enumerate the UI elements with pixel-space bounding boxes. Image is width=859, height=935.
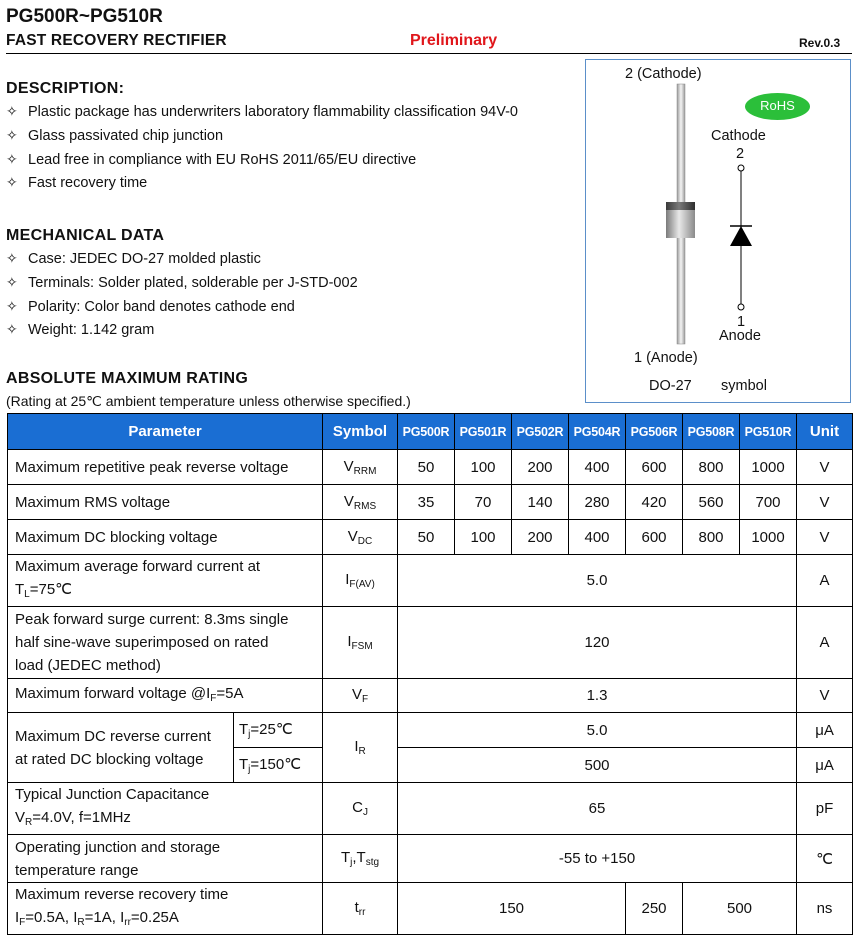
table-row: Maximum average forward current at $T_L=75℃$ $I_{F(AV)}$ 5.0 A bbox=[8, 555, 853, 607]
symbol-anode-label: Anode bbox=[719, 328, 761, 344]
bullet-icon: ✧ bbox=[6, 150, 18, 167]
description-list bbox=[6, 100, 518, 195]
table-row: Maximum DC blocking voltage $V_{DC}$ 50 100 200 400 600 800 1000 V bbox=[8, 520, 853, 555]
ratings-heading: ABSOLUTE MAXIMUM RATING bbox=[6, 370, 249, 387]
symbol-cathode-pin: 2 bbox=[736, 146, 745, 162]
package-figure bbox=[585, 59, 851, 403]
mechanical-heading: MECHANICAL DATA bbox=[6, 227, 165, 244]
mechanical-item: ✧ Weight: 1.142 gram bbox=[6, 318, 358, 342]
description-item: ✧ Lead free in compliance with EU RoHS 2011/65/EU directive bbox=[6, 148, 518, 172]
table-row: Maximum forward voltage $@I_F=5A$ $V_F$ 1.3 V bbox=[8, 679, 853, 713]
bullet-icon: ✧ bbox=[6, 126, 18, 143]
document-subtitle: FAST RECOVERY RECTIFIER bbox=[6, 32, 227, 49]
document-title: PG500R~PG510R bbox=[6, 6, 163, 27]
bullet-icon: ✧ bbox=[6, 250, 18, 266]
symbol-cell: $V_{RRM}$ bbox=[323, 450, 398, 485]
symbol-cell: $I_R$ bbox=[323, 713, 398, 783]
symbol-cell: $T_j,T_{stg}$ bbox=[323, 835, 398, 883]
header-part: PG510R bbox=[740, 414, 797, 450]
package-name-label: DO-27 bbox=[649, 378, 692, 394]
bullet-icon: ✧ bbox=[6, 103, 18, 119]
condition-cell: $T_j=25℃$ bbox=[234, 713, 323, 748]
ratings-note: (Rating at 25℃ ambient temperature unless otherwise specified.) bbox=[6, 393, 411, 409]
cathode-lead-label: 2 (Cathode) bbox=[625, 66, 702, 82]
bullet-icon: ✧ bbox=[6, 273, 18, 290]
table-row: Typical Junction Capacitance $V_R=4.0V$, f=1MHz $C_J$ 65 pF bbox=[8, 783, 853, 835]
condition-cell: $T_j=150℃$ bbox=[234, 748, 323, 783]
mechanical-item: ✧ Polarity: Color band denotes cathode end bbox=[6, 295, 358, 319]
table-row: Maximum RMS voltage $V_{RMS}$ 35 70 140 280 420 560 700 V bbox=[8, 485, 853, 520]
symbol-cell: $V_{RMS}$ bbox=[323, 485, 398, 520]
symbol-cathode-label: Cathode bbox=[711, 128, 766, 144]
revision-label: Rev.0.3 bbox=[799, 36, 841, 50]
header-parameter: Parameter bbox=[8, 414, 323, 450]
symbol-caption: symbol bbox=[721, 378, 767, 394]
description-item: ✧ Plastic package has underwriters laboratory flammability classification 94V-0 bbox=[6, 100, 518, 124]
diode-symbol-icon bbox=[726, 160, 756, 315]
symbol-cell: $V_F$ bbox=[323, 679, 398, 713]
table-row: Maximum reverse recovery time $I_F=0.5A$, $I_R=1A$, $I_{rr}=0.25A$ $t_{rr}$ 150 250 500 ns bbox=[8, 883, 853, 935]
header-part: PG506R bbox=[626, 414, 683, 450]
symbol-cell: $I_{F(AV)}$ bbox=[323, 555, 398, 607]
header-part: PG502R bbox=[512, 414, 569, 450]
symbol-cell: $I_{FSM}$ bbox=[323, 607, 398, 679]
rohs-badge-icon: RoHS bbox=[745, 93, 810, 120]
bullet-icon: ✧ bbox=[6, 297, 18, 314]
header-symbol: Symbol bbox=[323, 414, 398, 450]
header-unit: Unit bbox=[797, 414, 853, 450]
table-row: Operating junction and storage temperature range $T_j,T_{stg}$ -55 to +150 ℃ bbox=[8, 835, 853, 883]
table-row: Maximum DC reverse current at rated DC blocking voltage $T_j=25℃$ $I_R$ 5.0 μA bbox=[8, 713, 853, 748]
symbol-cell: $C_J$ bbox=[323, 783, 398, 835]
description-heading: DESCRIPTION: bbox=[6, 80, 125, 97]
description-item: ✧ Glass passivated chip junction bbox=[6, 124, 518, 148]
header-divider bbox=[6, 53, 852, 54]
table-header-row bbox=[8, 414, 853, 450]
header-part: PG504R bbox=[569, 414, 626, 450]
table-row: Maximum repetitive peak reverse voltage $V_{RRM}$ 50 100 200 400 600 800 1000 V bbox=[8, 450, 853, 485]
preliminary-label: Preliminary bbox=[410, 32, 498, 49]
bullet-icon: ✧ bbox=[6, 321, 18, 338]
symbol-cell: $t_{rr}$ bbox=[323, 883, 398, 935]
header-part: PG508R bbox=[683, 414, 740, 450]
symbol-anode-pin: 1 bbox=[737, 314, 746, 330]
ratings-table bbox=[7, 413, 853, 935]
description-item: ✧ Fast recovery time bbox=[6, 171, 518, 195]
table-row: $T_j=150℃$ 500 μA bbox=[8, 748, 853, 783]
symbol-cell: $V_{DC}$ bbox=[323, 520, 398, 555]
mechanical-item: ✧ Case: JEDEC DO-27 molded plastic bbox=[6, 247, 358, 271]
diode-package-drawing bbox=[586, 60, 849, 401]
mechanical-list bbox=[6, 247, 358, 342]
header-part: PG500R bbox=[398, 414, 455, 450]
mechanical-item: ✧ Terminals: Solder plated, solderable per J-STD-002 bbox=[6, 271, 358, 295]
header-part: PG501R bbox=[455, 414, 512, 450]
bullet-icon: ✧ bbox=[6, 174, 18, 191]
anode-lead-label: 1 (Anode) bbox=[634, 350, 698, 366]
table-row: Peak forward surge current: 8.3ms single half sine-wave superimposed on rated load (JEDEC method) $I_{FSM}$ 120 A bbox=[8, 607, 853, 679]
